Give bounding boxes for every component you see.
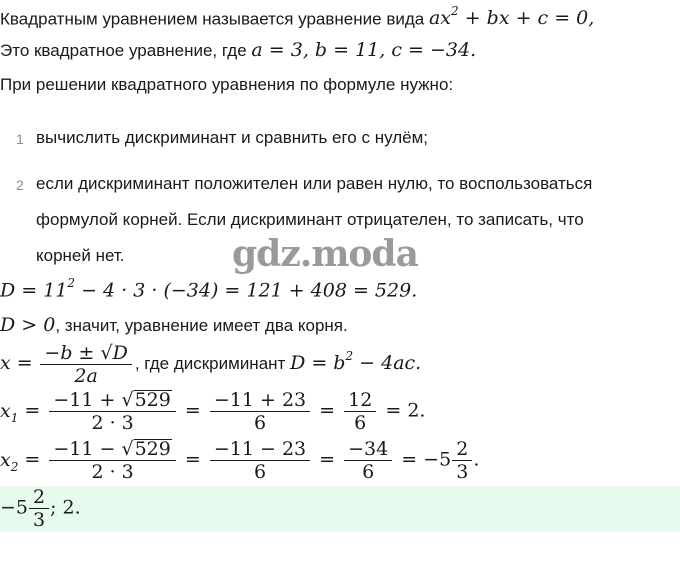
x1-fraction-1: $\frac{-11 + √529}{2 \cdot 3}$	[49, 389, 175, 434]
discriminant-compare: D > 0, значит, уравнение имеет два корня.	[0, 314, 348, 336]
intro-line-3: При решении квадратного уравнения по формуле нужно:	[0, 75, 454, 94]
formula-fraction: $\frac{-b \pm √D}{2a}$	[40, 342, 131, 387]
x1-fraction-3: $\frac{12}{6}$	[344, 389, 376, 434]
discriminant-line: $D = 11^2 - 4 \cdot 3 \cdot (-34) = 121 + 408 = 529$.	[0, 276, 418, 302]
answer-line: −5 $\frac{2}{3}$ ; 2.	[0, 486, 81, 531]
step-1-number: 1	[16, 131, 24, 147]
x2-computation: $x_2$ = $\frac{-11 - √529}{2 \cdot 3}$ = $\frac{-11 - 23}{6}$ = $\frac{-34}{6}$ = −5 $\frac{2}{3}$ .	[0, 438, 480, 483]
intro-text-2: Это квадратное уравнение, где	[0, 41, 247, 60]
roots-formula: x = $\frac{-b \pm √D}{2a}$ , где дискриминант $D = b^2 - 4ac$.	[0, 342, 422, 387]
step-2-number: 2	[16, 177, 24, 193]
coefficients: a = 3, b = 11, c = −34.	[251, 39, 477, 61]
x2-result-fraction: $\frac{2}{3}$	[452, 438, 472, 483]
step-2-line-3: корней нет.	[36, 246, 125, 265]
intro-line-1	[0, 6, 594, 29]
intro-line-2	[0, 39, 476, 61]
answer-fraction: $\frac{2}{3}$	[29, 486, 49, 531]
x1-fraction-2: $\frac{-11 + 23}{6}$	[210, 389, 310, 434]
step-2-line-1: если дискриминант положителен или равен нулю, то воспользоваться	[36, 174, 593, 193]
step-1-text: вычислить дискриминант и сравнить его с нулём;	[36, 128, 429, 147]
step-2-line-2: формулой корней. Если дискриминант отрицателен, то записать, что	[36, 210, 584, 229]
intro-text-1: Квадратным уравнением называется уравнение вида	[0, 9, 425, 29]
x2-fraction-1: $\frac{-11 - √529}{2 \cdot 3}$	[49, 438, 175, 483]
equation-general: $ax^2$ + bx + c = 0,	[428, 4, 595, 30]
x2-fraction-2: $\frac{-11 - 23}{6}$	[210, 438, 310, 483]
x1-computation: $x_1$ = $\frac{-11 + √529}{2 \cdot 3}$ = $\frac{-11 + 23}{6}$ = $\frac{12}{6}$ = 2.	[0, 389, 426, 434]
watermark-logo: gdz.moda	[232, 233, 418, 275]
answer-box	[0, 486, 680, 532]
x2-fraction-3: $\frac{-34}{6}$	[344, 438, 392, 483]
